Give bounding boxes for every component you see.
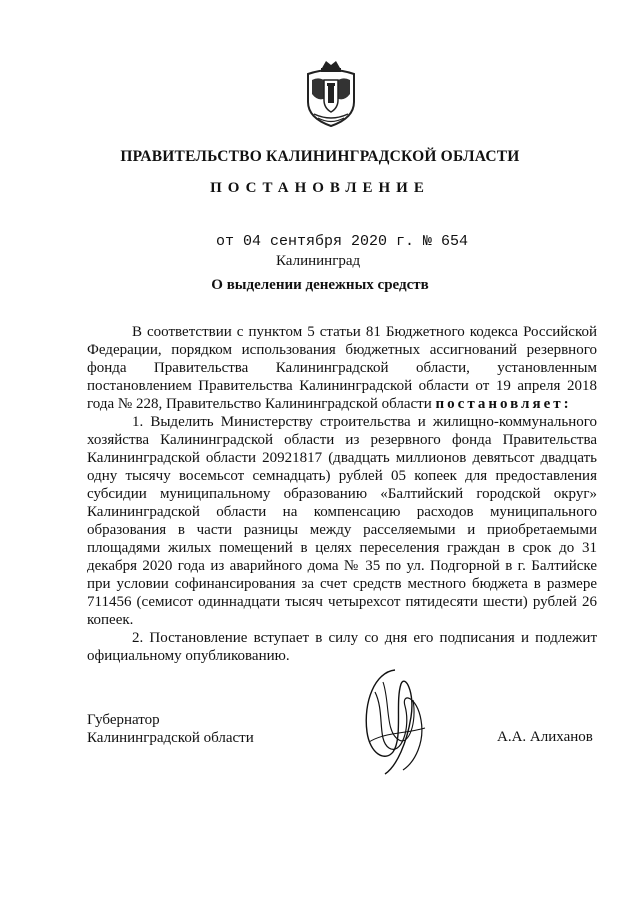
- coat-of-arms-icon: [300, 58, 362, 128]
- document-subject: О выделении денежных средств: [211, 277, 429, 293]
- preamble-action: постановляет:: [435, 396, 572, 412]
- preamble-paragraph: [87, 323, 597, 413]
- signatory-position-line2: Калининградской области: [87, 730, 254, 746]
- document-city: Калининград: [276, 253, 361, 269]
- handwritten-signature: [355, 662, 435, 780]
- signatory-name: А.А. Алиханов: [497, 729, 593, 745]
- signatory-position: [87, 711, 254, 747]
- government-title: ПРАВИТЕЛЬСТВО КАЛИНИНГРАДСКОЙ ОБЛАСТИ: [120, 148, 520, 165]
- document-date-number: от 04 сентября 2020 г. № 654: [216, 233, 469, 250]
- document-body: [87, 323, 597, 665]
- preamble-text: В соответствии с пунктом 5 статьи 81 Бюджетного кодекса Российской Федерации, порядком использования бюджетных ассигнований резервного фонда Правительства Калининградской области, установленным постановлением Правительства Калининградской области от 19 апреля 2018 года № 228, Правительство Калининградской области: [87, 324, 597, 412]
- signatory-position-line1: Губернатор: [87, 712, 160, 728]
- item-2-paragraph: 2. Постановление вступает в силу со дня его подписания и подлежит официальному опубликованию.: [87, 630, 597, 664]
- item-1-paragraph: 1. Выделить Министерству строительства и жилищно-коммунального хозяйства Калининградской области из резервного фонда Правительства Калининградской области 20921817 (двадцать миллионов девятьсот двадцать одну тысячу восемьсот семнадцать) рублей 05 копеек для предоставления субсидии муниципальному образованию «Балтийский городской округ» Калининградской области на компенсацию расходов муниципального образования в части разницы между расселяемыми и приобретаемыми площадями жилых помещений в целях переселения граждан в срок до 31 декабря 2020 года из аварийного дома № 35 по ул. Подгорной в г. Балтийске при условии софинансирования за счет средств местного бюджета в размере 711456 (семисот одиннадцати тысяч четырехсот пятидесяти шести) рублей 26 копеек.: [87, 414, 597, 628]
- document-type: ПОСТАНОВЛЕНИЕ: [210, 180, 430, 196]
